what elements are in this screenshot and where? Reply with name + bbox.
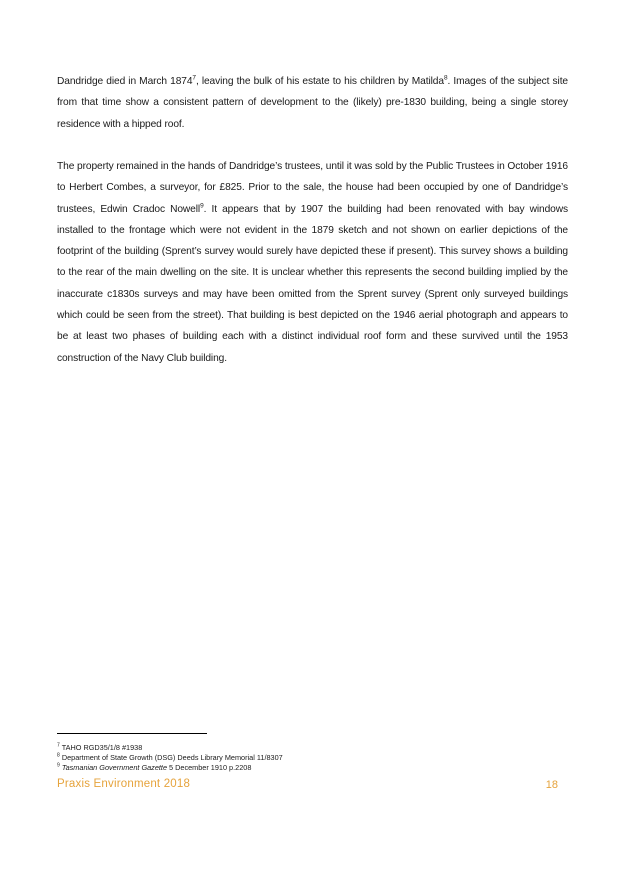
footnote-number: 7 xyxy=(57,742,60,749)
paragraph-text: . It appears that by 1907 the building had been renovated with bay windows installed to the frontage which were not evident in the 1879 sketch and not shown on earlier depictions of the footprint of the building (Sprent’s survey would surely have depicted these if present). This survey shows a building to the rear of the main dwelling on the site. It is unclear whether this represents the second building implied by the inaccurate c1830s surveys and may have been omitted from the Sprent survey (Sprent only surveyed buildings which could be seen from the street). That building is best depicted on the 1946 aerial photograph and appears to be at least two phases of building each with a distinct individual roof form and these survived until the 1953 construction of the Navy Club building. xyxy=(57,203,568,364)
footnotes xyxy=(57,743,557,774)
footnote-number: 9 xyxy=(57,762,60,769)
footnote-ref-9[interactable]: 9 xyxy=(200,202,204,210)
footnote-ref-7[interactable]: 7 xyxy=(192,74,196,82)
paragraph-text: The property remained in the hands of Dandridge’s trustees, until it was sold by the Public Trustees in October 1916 to Herbert Combes, a surveyor, for £825. Prior to the sale, the house had been occupied by one of Dandridge’s trustees, Edwin Cradoc Nowell xyxy=(57,161,568,215)
paragraph-text: . Images of the subject site from that time show a consistent pattern of development to the (likely) pre-1830 building, being a single storey residence with a hipped roof. xyxy=(57,76,569,130)
footnote-separator xyxy=(57,733,207,734)
footnote-ref-8[interactable]: 8 xyxy=(443,74,448,82)
footnote-8 xyxy=(57,753,557,763)
paragraph-text: Dandridge died in March 1874 xyxy=(57,76,193,87)
footnote-number: 8 xyxy=(57,752,60,759)
footnote-publication-title: Tasmanian Government Gazette xyxy=(61,763,167,773)
body-paragraph-2 xyxy=(57,156,568,369)
body-paragraph-1 xyxy=(57,71,568,135)
footnote-text: 5 December 1910 p.2208 xyxy=(167,763,252,773)
footnote-text: Department of State Growth (DSG) Deeds Library Memorial 11/8307 xyxy=(61,753,283,763)
footnote-text: TAHO RGD35/1/8 #1938 xyxy=(61,743,143,752)
page-number: 18 xyxy=(545,779,558,791)
paragraph-text: , leaving the bulk of his estate to his children by Matilda xyxy=(195,76,444,87)
footnote-9 xyxy=(57,763,557,773)
footnote-7 xyxy=(57,743,557,753)
footer-brand: Praxis Environment 2018 xyxy=(57,778,191,790)
